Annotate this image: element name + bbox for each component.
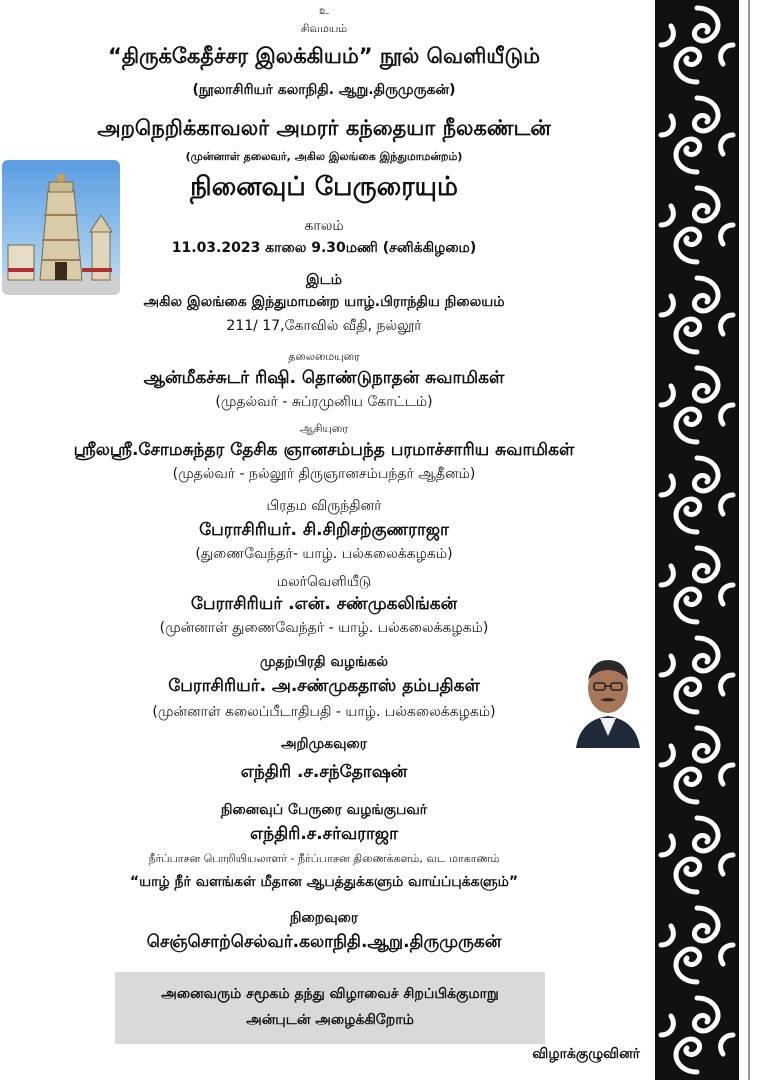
program-desc: (முன்னாள் துணைவேந்தர் - யாழ். பல்கலைக்கழகம்) — [159, 620, 489, 636]
program-name: பேராசிரியர் .என். சண்முகலிங்கன் — [190, 594, 458, 614]
time-value: 11.03.2023 காலை 9.30மணி (சனிக்கிழமை) — [171, 240, 477, 256]
program-desc: நீர்ப்பாசன பொறியியலாளர் - நீர்ப்பாசன திணைக்களம், வட மாகாணம் — [148, 852, 500, 865]
program-name: செஞ்சொற்செல்வர்.கலாநிதி.ஆறு.திருமுருகன் — [146, 932, 502, 952]
venue-label: இடம் — [305, 272, 343, 288]
program-name: எந்திரி .ச.சந்தோஷன் — [240, 762, 408, 782]
author-line: (நூலாசிரியர் கலாநிதி. ஆறு.திருமுருகன்) — [192, 82, 456, 98]
program-name: ஸ்ரீலஸ்ரீ.சோமசுந்தர தேசிக ஞானசம்பந்த பரமாச்சாரிய சுவாமிகள் — [73, 440, 575, 460]
program-role: நிறைவுரை — [289, 910, 359, 926]
time-label: காலம் — [304, 218, 344, 234]
temple-image — [2, 160, 120, 295]
program-desc: (முதல்வர் - நல்லூர் திருஞானசம்பந்தர் ஆதீனம்) — [172, 466, 476, 482]
program-role: ஆசியுரை — [299, 422, 349, 435]
portrait-photo — [570, 650, 646, 748]
program-role: முதற்பிரதி வழங்கல் — [259, 654, 389, 670]
program-role: பிரதம விருந்தினர் — [266, 498, 382, 514]
program-name: பேராசிரியர். சி.சிறிசற்குணராஜா — [199, 520, 449, 540]
committee-signature: விழாக்குழுவினர் — [532, 1046, 640, 1062]
invitation-box — [115, 972, 545, 1044]
program-role: தலைமையுரை — [288, 350, 360, 363]
venue-value: அகில இலங்கை இந்துமாமன்ற யாழ்.பிராந்திய நிலையம் — [143, 294, 505, 310]
program-role: அறிமுகவுரை — [281, 736, 367, 752]
program-role: மலர்வெளியீடு — [276, 574, 372, 590]
program-name: எந்திரி.ச.சர்வராஜா — [250, 824, 398, 844]
sivamayam-text: சிவமயம் — [300, 22, 348, 35]
invite-line-2: அன்புடன் அழைக்கிறோம் — [246, 1012, 414, 1028]
memorial-name: அறநெறிக்காவலர் அமரர் கந்தையா நீலகண்டன் — [97, 116, 551, 140]
program-desc: (துணைவேந்தர்- யாழ். பல்கலைக்கழகம்) — [195, 546, 453, 562]
memorial-desc: (முன்னாள் தலைவர், அகில இலங்கை இந்துமாமன்றம்) — [185, 150, 463, 163]
program-desc: (முதல்வர் - சுப்ரமுனிய கோட்டம்) — [215, 394, 433, 410]
invite-line-1: அனைவரும் சமூகம் தந்து விழாவைச் சிறப்பிக்குமாறு — [161, 986, 499, 1002]
program-name: பேராசிரியர். அ.சண்முகதாஸ் தம்பதிகள் — [168, 676, 480, 696]
ornamental-border — [655, 0, 739, 1080]
u-mark: உ — [319, 4, 329, 17]
lecture-topic: “யாழ் நீர் வளங்கள் மீதான ஆபத்துக்களும் வாய்ப்புக்களும்” — [129, 874, 519, 890]
program-name: ஆன்மீகச்சுடர் ரிஷி. தொண்டுநாதன் சுவாமிகள் — [143, 368, 505, 388]
lecture-title: நினைவுப் பேருரையும் — [190, 172, 458, 202]
program-role: நினைவுப் பேருரை வழங்குபவர் — [220, 802, 428, 818]
program-desc: (முன்னாள் கலைப்பீடாதிபதி - யாழ். பல்கலைக்கழகம்) — [152, 704, 496, 720]
right-rule — [748, 0, 750, 1080]
book-title: “திருக்கேதீச்சர இலக்கியம்” நூல் வெளியீடும் — [108, 44, 540, 68]
venue-address: 211/ 17,கோவில் வீதி, நல்லூர் — [226, 318, 422, 334]
